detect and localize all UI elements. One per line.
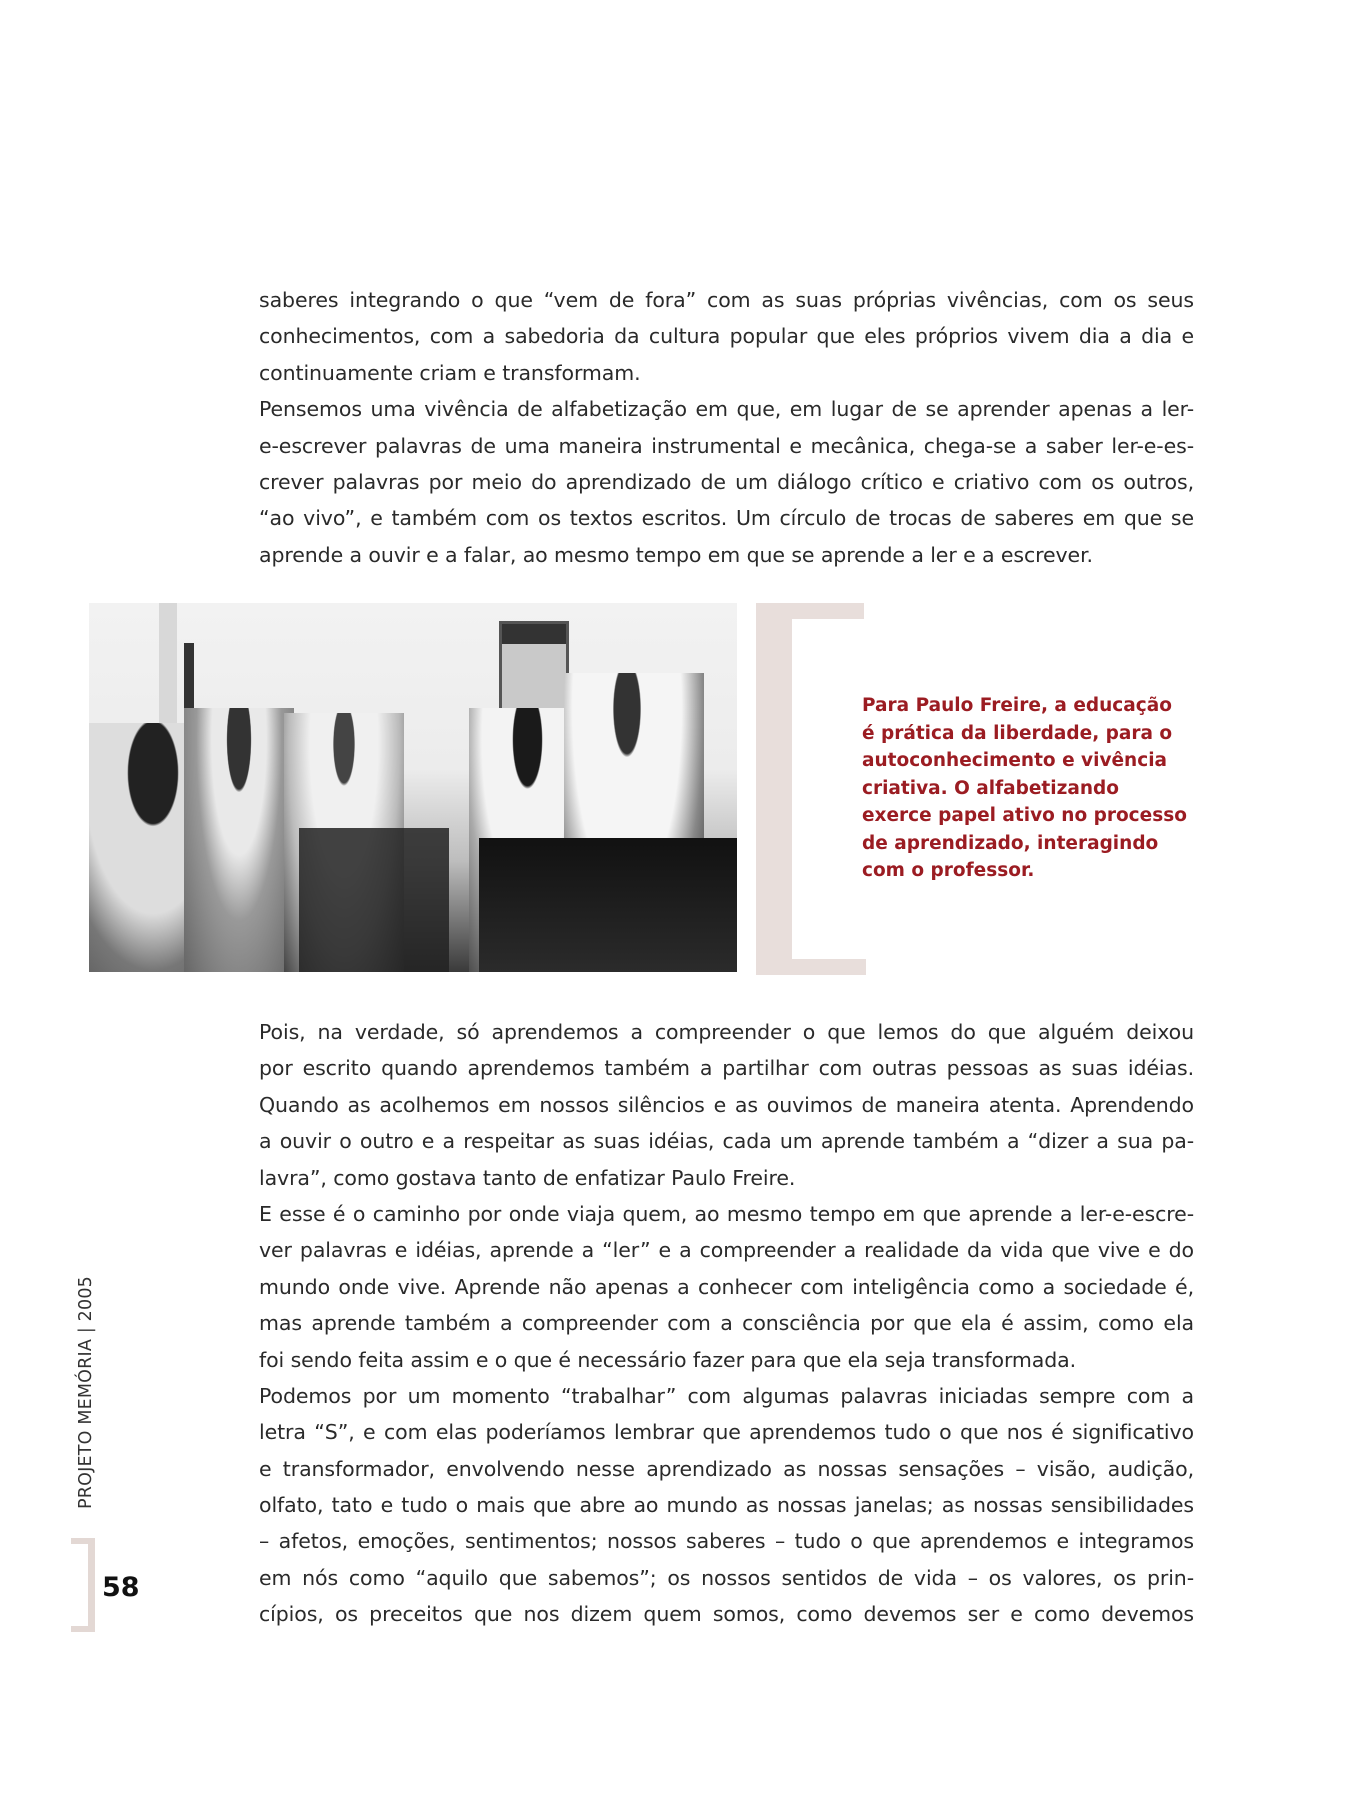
text-line [259,1378,1194,1414]
text-line-content: lavra”, como gostava tanto de enfatizar Paulo Freire. [259,1165,796,1190]
quote-line: criativa. O alfabetizando [862,777,1119,799]
text-line [259,1560,1194,1596]
quote-line: é prática da liberdade, para o [862,722,1173,744]
text-line [259,355,1194,391]
text-line-content: mas aprende também a compreender com a consciência por que ela é assim, como ela [259,1311,1194,1336]
text-line-content: foi sendo feita assim e o que é necessário fazer para que ela seja transformada. [259,1347,1077,1372]
text-line-content: letra “S”, e com elas poderíamos lembrar que aprendemos tudo o que nos é significativo [259,1420,1194,1445]
text-line [259,537,1194,573]
text-line-content: Podemos por um momento “trabalhar” com algumas palavras iniciadas sempre com a [259,1383,1194,1408]
page-number-bracket [71,1538,95,1632]
text-line-content: olfato, tato e tudo o mais que abre ao mundo as nossas janelas; as nossas sensibilidades [259,1493,1194,1518]
body-text-bottom [259,1014,1194,1633]
text-line-content: Quando as acolhemos em nossos silêncios e as ouvimos de maneira atenta. Aprendendo [259,1092,1194,1117]
text-line-content: cípios, os preceitos que nos dizem quem somos, como devemos ser e como devemos [259,1602,1194,1627]
page-number: 58 [102,1572,140,1603]
text-line-content: conhecimentos, com a sabedoria da cultura popular que eles próprios vivem dia a dia e [259,324,1194,349]
text-line-content: ver palavras e idéias, aprende a “ler” e a compreender a realidade da vida que vive e do [259,1238,1194,1263]
text-line [259,1305,1194,1341]
text-line-content: crever palavras por meio do aprendizado de um diálogo crítico e criativo com os outros, [259,469,1194,494]
text-line-content: Pensemos uma vivência de alfabetização em que, em lugar de se aprender apenas a ler- [259,397,1194,422]
text-line-content: em nós como “aquilo que sabemos”; os nossos sentidos de vida – os valores, os prin- [259,1565,1194,1590]
text-line-content: Pois, na verdade, só aprendemos a compreender o que lemos do que alguém deixou [259,1020,1194,1044]
text-line-content: – afetos, emoções, sentimentos; nossos saberes – tudo o que aprendemos e integramos [259,1529,1194,1554]
text-line-content: aprende a ouvir e a falar, ao mesmo tempo em que se aprende a ler e a escrever. [259,542,1093,567]
quote-line: autoconhecimento e vivência [862,750,1168,771]
quote-line: exerce papel ativo no processo [862,805,1187,826]
text-line [259,1596,1194,1632]
text-line-content: mundo onde vive. Aprende não apenas a conhecer com inteligência como a sociedade é, [259,1274,1194,1299]
text-line [259,1160,1194,1196]
text-line [259,464,1194,500]
text-line [259,1451,1194,1487]
text-line [259,1123,1194,1159]
text-line [259,1342,1194,1378]
text-line [259,282,1194,318]
text-line [259,1087,1194,1123]
text-line [259,1487,1194,1523]
text-line [259,1523,1194,1559]
text-line-content: E esse é o caminho por onde viaja quem, ao mesmo tempo em que aprende a ler-e-escre- [259,1201,1194,1226]
text-line-content: por escrito quando aprendemos também a partilhar com outras pessoas as suas idéias. [259,1056,1194,1081]
running-title: PROJETO MEMÓRIA | 2005 [76,1275,96,1509]
text-line [259,1269,1194,1305]
text-line [259,391,1194,427]
quote-line: Para Paulo Freire, a educação [862,695,1172,716]
text-line [259,1050,1194,1086]
quote-line: com o professor. [862,860,1035,881]
text-line [259,1014,1194,1050]
photo-literacy-circle [89,603,737,972]
text-line [259,428,1194,464]
text-line-content: e transformador, envolvendo nesse aprendizado as nossas sensações – visão, audição, [259,1456,1194,1481]
text-line-content: e-escrever palavras de uma maneira instrumental e mecânica, chega-se a saber ler-e-es- [259,433,1194,458]
text-line [259,1196,1194,1232]
text-line-content: continuamente criam e transformam. [259,360,641,385]
body-text-top [259,282,1194,573]
quote-line: de aprendizado, interagindo [862,832,1159,854]
pull-quote [862,692,1202,885]
text-line-content: “ao vivo”, e também com os textos escritos. Um círculo de trocas de saberes em que se [259,506,1194,531]
text-line [259,318,1194,354]
text-line-content: a ouvir o outro e a respeitar as suas idéias, cada um aprende também a “dizer a sua pa- [259,1129,1194,1154]
text-line [259,1232,1194,1268]
text-line-content: saberes integrando o que “vem de fora” com as suas próprias vivências, com os seus [259,288,1194,312]
quote-bracket-decoration [756,603,864,975]
text-line [259,1414,1194,1450]
text-line [259,500,1194,536]
